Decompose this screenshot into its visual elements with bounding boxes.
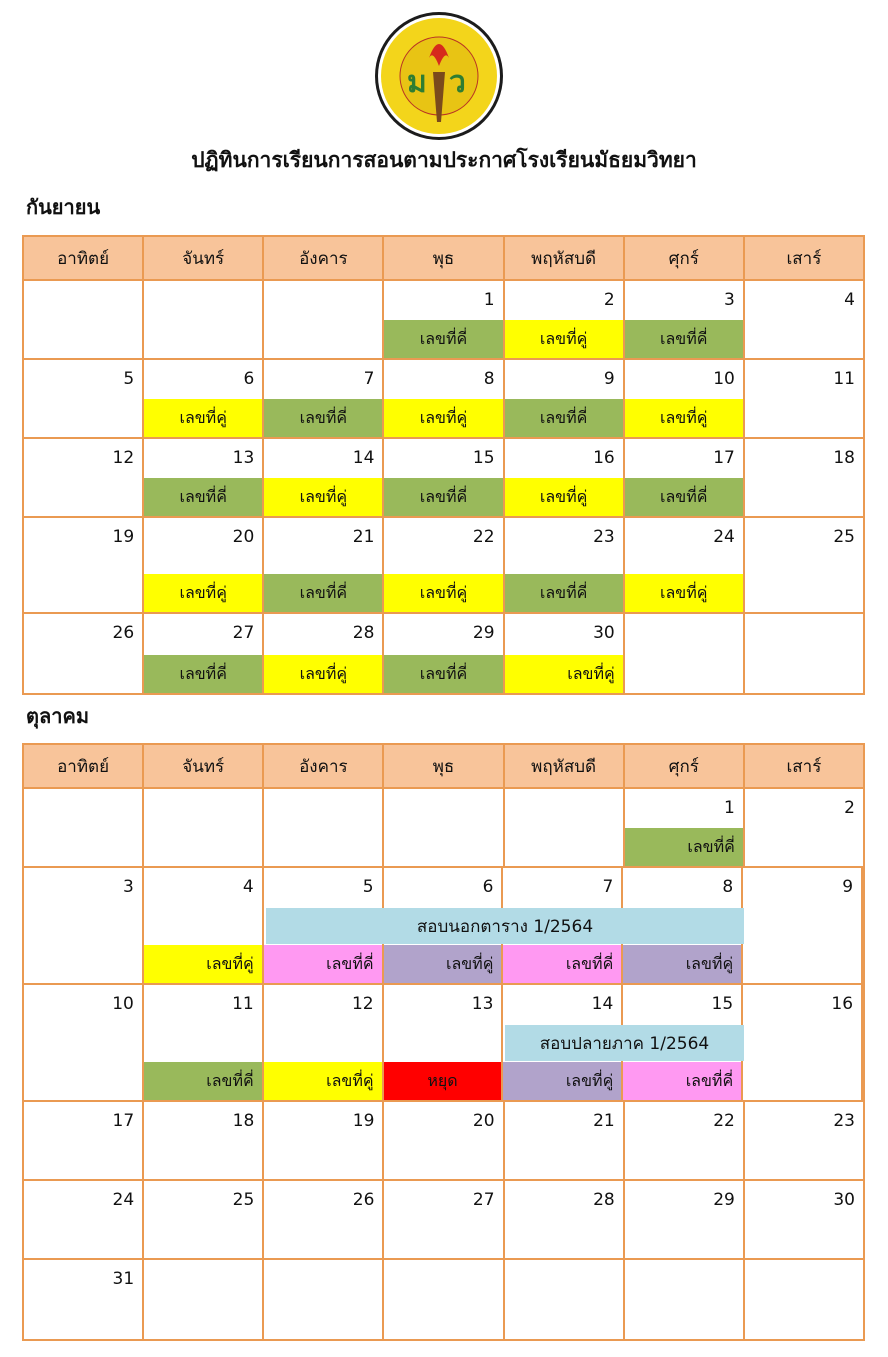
day-cell <box>24 1102 144 1179</box>
weekday-header <box>24 745 863 789</box>
day-cell <box>384 1102 504 1179</box>
day-number: 27 <box>472 1190 495 1210</box>
weekday-friday: ศุกร์ <box>625 237 745 279</box>
day-cell <box>144 360 264 437</box>
day-cell <box>505 439 625 516</box>
day-cell <box>24 1181 144 1258</box>
weekday-tuesday: อังคาร <box>264 237 384 279</box>
day-number: 26 <box>352 1190 375 1210</box>
day-cell <box>625 281 745 358</box>
day-number: 3 <box>724 290 735 310</box>
day-number: 4 <box>844 290 855 310</box>
day-number: 26 <box>112 623 135 643</box>
day-cell <box>144 1102 264 1179</box>
weekday-monday: จันทร์ <box>144 745 264 787</box>
week-row <box>24 439 863 518</box>
day-cell <box>24 789 144 866</box>
week-row <box>24 281 863 360</box>
odd-number-tag: เลขที่คี่ <box>625 320 743 358</box>
weekday-wednesday: พุธ <box>384 237 504 279</box>
holiday-tag: หยุด <box>384 1062 502 1100</box>
day-cell <box>745 1181 863 1258</box>
day-cell <box>384 518 504 612</box>
even-number-tag: เลขที่คู่ <box>623 945 741 983</box>
odd-number-tag: เลขที่คี่ <box>264 399 382 437</box>
day-number: 27 <box>232 623 255 643</box>
day-number: 5 <box>123 369 135 389</box>
weekday-header <box>24 237 863 281</box>
even-number-tag: เลขที่คู่ <box>505 320 623 358</box>
day-number: 6 <box>243 369 255 389</box>
day-cell <box>505 1102 625 1179</box>
day-cell <box>24 868 144 983</box>
weekday-wednesday: พุธ <box>384 745 504 787</box>
weekday-monday: จันทร์ <box>144 237 264 279</box>
day-cell <box>24 439 144 516</box>
day-number: 11 <box>833 369 855 389</box>
day-number: 25 <box>232 1190 255 1210</box>
day-number: 14 <box>591 994 614 1014</box>
day-cell <box>745 518 863 612</box>
day-cell <box>264 1102 384 1179</box>
day-cell <box>625 518 745 612</box>
day-number: 15 <box>711 994 734 1014</box>
day-number: 18 <box>833 448 855 468</box>
odd-number-tag: เลขที่คี่ <box>503 945 621 983</box>
day-number: 17 <box>713 448 735 468</box>
even-number-tag: เลขที่คู่ <box>144 945 262 983</box>
day-cell <box>625 789 745 866</box>
day-cell <box>745 439 863 516</box>
even-number-tag: เลขที่คู่ <box>144 399 262 437</box>
day-number: 10 <box>713 369 735 389</box>
day-number: 20 <box>232 527 255 547</box>
odd-number-tag: เลขที่คี่ <box>623 1062 741 1100</box>
day-number: 18 <box>232 1111 255 1131</box>
odd-number-tag: เลขที่คี่ <box>625 828 743 866</box>
week-row <box>24 360 863 439</box>
day-number: 23 <box>593 527 615 547</box>
day-cell <box>144 985 264 1100</box>
week-row <box>24 789 863 868</box>
day-number: 28 <box>593 1190 615 1210</box>
day-number: 16 <box>593 448 615 468</box>
weekday-saturday: เสาร์ <box>786 756 822 777</box>
day-cell <box>745 281 863 358</box>
calendar-september <box>22 235 865 695</box>
day-number: 8 <box>722 877 734 897</box>
day-number: 19 <box>112 527 135 547</box>
day-cell <box>24 281 144 358</box>
day-number: 10 <box>112 994 134 1014</box>
day-number: 1 <box>724 798 735 818</box>
weekday-tuesday: อังคาร <box>264 745 384 787</box>
day-cell <box>505 1181 625 1258</box>
school-seal-logo <box>373 10 505 142</box>
odd-number-tag: เลขที่คี่ <box>144 655 262 693</box>
day-cell <box>144 518 264 612</box>
day-cell <box>264 1260 384 1339</box>
day-number: 16 <box>831 994 854 1014</box>
day-cell <box>625 1102 745 1179</box>
odd-number-tag: เลขที่คี่ <box>384 478 502 516</box>
day-number: 11 <box>232 994 254 1014</box>
odd-number-tag: เลขที่คี่ <box>505 399 623 437</box>
day-cell <box>505 789 625 866</box>
day-number: 24 <box>713 527 735 547</box>
day-cell <box>745 360 863 437</box>
day-number: 6 <box>482 877 494 897</box>
day-cell <box>264 1181 384 1258</box>
day-number: 1 <box>483 290 495 310</box>
odd-number-tag: เลขที่คี่ <box>505 574 623 612</box>
even-number-tag: เลขที่คู่ <box>264 1062 382 1100</box>
odd-number-tag: เลขที่คี่ <box>625 478 743 516</box>
weekday-sunday: อาทิตย์ <box>24 745 144 787</box>
day-cell <box>384 1260 504 1339</box>
day-cell <box>384 439 504 516</box>
even-number-tag: เลขที่คู่ <box>264 655 382 693</box>
week-row <box>24 1260 863 1339</box>
day-cell <box>264 614 384 693</box>
day-number: 13 <box>232 448 255 468</box>
day-number: 19 <box>352 1111 375 1131</box>
day-cell <box>384 985 504 1100</box>
svg-text:ม: ม <box>407 65 427 100</box>
odd-number-tag: เลขที่คี่ <box>144 478 262 516</box>
day-cell <box>144 1181 264 1258</box>
day-cell <box>144 281 264 358</box>
day-cell <box>264 439 384 516</box>
day-number: 30 <box>593 623 615 643</box>
day-number: 25 <box>833 527 855 547</box>
day-cell <box>144 439 264 516</box>
week-row <box>24 518 863 614</box>
day-cell <box>745 789 863 866</box>
day-number: 28 <box>352 623 375 643</box>
day-number: 9 <box>842 877 854 897</box>
final-exam-banner: สอบปลายภาค 1/2564 <box>505 1025 744 1061</box>
day-cell <box>625 1181 745 1258</box>
day-number: 31 <box>112 1269 135 1289</box>
day-cell <box>384 360 504 437</box>
day-number: 22 <box>472 527 495 547</box>
day-cell <box>745 1102 863 1179</box>
day-cell <box>745 614 863 693</box>
day-cell <box>144 789 264 866</box>
week-row <box>24 1102 863 1181</box>
week-row <box>24 614 863 693</box>
day-cell <box>384 789 504 866</box>
day-cell <box>505 360 625 437</box>
day-number: 4 <box>242 877 254 897</box>
week-row <box>24 985 863 1102</box>
day-number: 30 <box>833 1190 855 1210</box>
svg-text:ว: ว <box>449 65 466 100</box>
day-cell <box>264 518 384 612</box>
day-number: 29 <box>713 1190 735 1210</box>
odd-number-tag: เลขที่คี่ <box>384 655 502 693</box>
even-number-tag: เลขที่คู่ <box>505 478 623 516</box>
day-cell <box>505 518 625 612</box>
day-number: 23 <box>833 1111 855 1131</box>
day-number: 17 <box>112 1111 135 1131</box>
day-cell <box>505 1260 625 1339</box>
day-cell <box>745 1260 863 1339</box>
even-number-tag: เลขที่คู่ <box>384 399 502 437</box>
odd-number-tag: เลขที่คี่ <box>264 945 382 983</box>
even-number-tag: เลขที่คู่ <box>503 1062 621 1100</box>
day-number: 15 <box>472 448 495 468</box>
day-cell <box>264 985 384 1100</box>
day-cell <box>384 1181 504 1258</box>
day-number: 21 <box>352 527 375 547</box>
day-cell <box>264 281 384 358</box>
day-number: 20 <box>472 1111 495 1131</box>
day-cell <box>625 1260 745 1339</box>
weekday-thursday: พฤหัสบดี <box>505 237 625 279</box>
day-cell <box>144 1260 264 1339</box>
day-number: 22 <box>713 1111 735 1131</box>
day-cell <box>625 360 745 437</box>
day-cell <box>625 614 745 693</box>
even-number-tag: เลขที่คู่ <box>384 945 502 983</box>
day-cell <box>264 789 384 866</box>
even-number-tag: เลขที่คู่ <box>384 574 502 612</box>
day-cell <box>144 614 264 693</box>
day-number: 7 <box>363 369 375 389</box>
day-number: 2 <box>603 290 615 310</box>
day-cell <box>24 360 144 437</box>
day-cell <box>384 614 504 693</box>
day-cell <box>264 360 384 437</box>
even-number-tag: เลขที่คู่ <box>144 574 262 612</box>
day-cell <box>384 281 504 358</box>
week-row <box>24 1181 863 1260</box>
week-row <box>24 868 863 985</box>
even-number-tag: เลขที่คู่ <box>625 574 743 612</box>
day-cell <box>24 985 144 1100</box>
day-number: 24 <box>112 1190 135 1210</box>
day-number: 21 <box>593 1111 615 1131</box>
calendar-october <box>22 743 865 1341</box>
odd-number-tag: เลขที่คี่ <box>264 574 382 612</box>
midterm-exam-banner: สอบนอกตาราง 1/2564 <box>266 908 744 944</box>
month-label-september: กันยายน <box>26 195 101 219</box>
day-cell <box>24 614 144 693</box>
day-number: 29 <box>472 623 495 643</box>
weekday-friday: ศุกร์ <box>625 745 745 787</box>
weekday-saturday: เสาร์ <box>786 248 822 269</box>
day-number: 9 <box>603 369 615 389</box>
month-label-october: ตุลาคม <box>26 704 90 728</box>
day-number: 12 <box>351 994 374 1014</box>
day-cell <box>743 985 863 1100</box>
day-number: 5 <box>362 877 374 897</box>
weekday-thursday: พฤหัสบดี <box>505 745 625 787</box>
weekday-sunday: อาทิตย์ <box>24 237 144 279</box>
even-number-tag: เลขที่คู่ <box>264 478 382 516</box>
day-cell <box>144 868 264 983</box>
day-number: 7 <box>602 877 614 897</box>
odd-number-tag: เลขที่คี่ <box>384 320 502 358</box>
day-cell <box>24 518 144 612</box>
day-number: 8 <box>483 369 495 389</box>
day-cell <box>625 439 745 516</box>
day-number: 14 <box>352 448 375 468</box>
even-number-tag: เลขที่คู่ <box>505 655 623 693</box>
day-number: 2 <box>844 798 855 818</box>
day-cell <box>743 868 863 983</box>
day-number: 3 <box>123 877 134 897</box>
day-number: 12 <box>112 448 135 468</box>
even-number-tag: เลขที่คู่ <box>625 399 743 437</box>
day-cell <box>505 281 625 358</box>
odd-number-tag: เลขที่คี่ <box>144 1062 262 1100</box>
day-cell <box>24 1260 144 1339</box>
day-cell <box>505 614 625 693</box>
day-number: 13 <box>471 994 494 1014</box>
page-title: ปฏิทินการเรียนการสอนตามประกาศโรงเรียนมัธยมวิทยา <box>191 148 697 172</box>
